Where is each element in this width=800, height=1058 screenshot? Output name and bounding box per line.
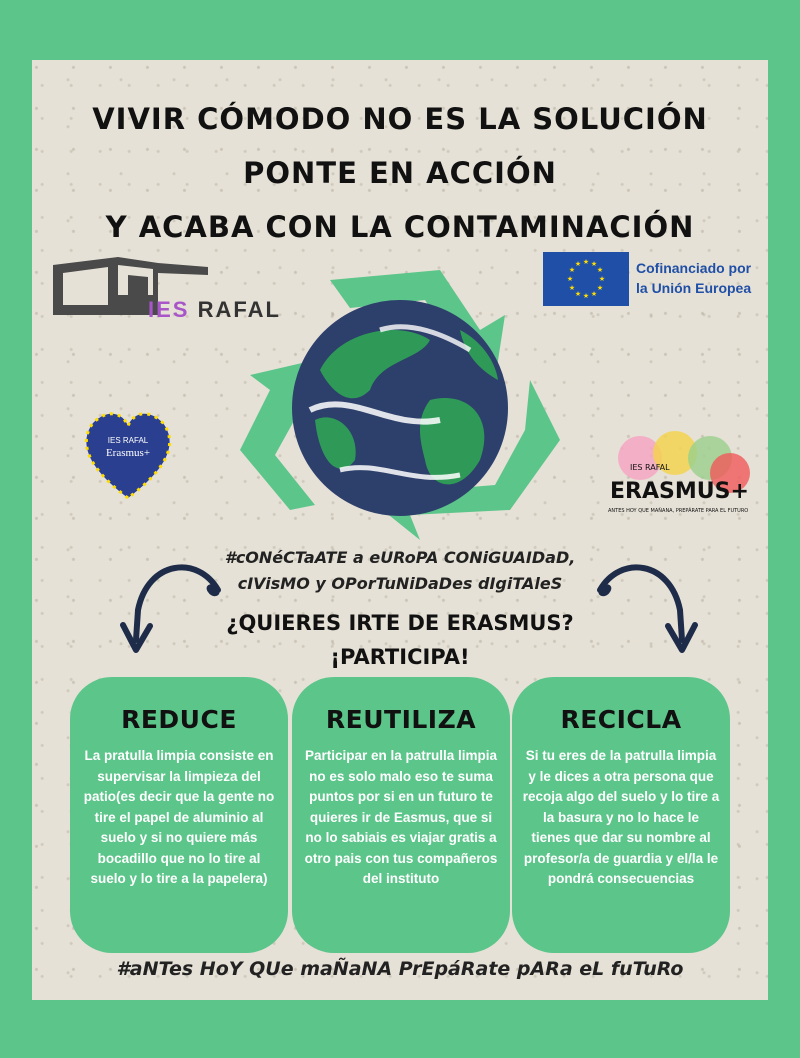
footer-hashtag: #aNTes HoY QUe maÑaNA PrEpáRate pARa eL fuTuRo [116,958,684,980]
ies-label-part1: IES [148,297,190,322]
card-reduce-text: La pratulla limpia consiste en supervisar la limpieza del patio(es decir que la gente no tire el papel de aluminio al suelo y si no quiere más bocadillo que no lo tire al suelo y lo tire a la papelera) [83,748,275,886]
erasmus-question [160,606,640,674]
svg-text:★: ★ [590,260,598,268]
svg-text:★: ★ [582,292,590,300]
right-badge-name: ERASMUS+ [610,479,749,504]
svg-text:★: ★ [568,266,576,274]
eu-cofinanced-text [636,258,751,298]
question-line-1: ¿QUIERES IRTE DE ERASMUS? [226,611,574,635]
title-line-2: PONTE EN ACCIÓN [243,156,557,190]
card-reutiliza-text: Participar en la patrulla limpia no es solo malo eso te suma puntos por si en un futuro te quieres ir de Easmus, que si no lo sabiais es viajar gratis a otro pais con tus compañeros del instituto [304,748,498,886]
hashtag-line-1: #cONéCTaATE a eURoPA CONiGUAIDaD, [224,548,576,567]
card-reutiliza [292,677,510,953]
svg-text:★: ★ [566,275,574,283]
eu-text-line-2: la Unión Europea [636,280,752,296]
svg-text:★: ★ [574,290,582,298]
left-badge-school: IES RAFAL [107,436,149,445]
svg-text:★: ★ [598,275,606,283]
card-recicla-text: Si tu eres de la patrulla limpia y le dices a otra persona que recoja algo del suelo y lo tire a la basura y no lo hace le tienes que dar su nombre al profesor/a de guardia y el/la le pondrá consecuencias [522,748,720,886]
hashtag-europe [200,545,600,597]
eu-text-line-1: Cofinanciado por [636,260,752,276]
right-badge-motto: ANTES HOY QUE MAÑANA, PREPÁRATE PARA EL FUTURO [608,508,749,514]
earth-globe-icon [292,300,508,516]
question-line-2: ¡PARTICIPA! [330,645,470,669]
title-line-3: Y ACABA CON LA CONTAMINACIÓN [105,210,695,244]
card-reutiliza-title: REUTILIZA [325,705,477,734]
poster-title [0,92,800,254]
card-reduce-title: REDUCE [121,705,237,734]
erasmus-colorful-badge-right [600,428,760,528]
svg-text:★: ★ [574,260,582,268]
svg-text:★: ★ [582,258,590,266]
svg-text:★: ★ [590,290,598,298]
svg-text:★: ★ [596,284,604,292]
card-recicla [512,677,730,953]
recycle-globe-illustration [230,260,570,560]
svg-text:★: ★ [568,284,576,292]
svg-text:★: ★ [596,266,604,274]
ies-label-part2: RAFAL [197,297,281,322]
hashtag-line-2: cIVisMO y OPorTuNiDaDes dIgiTAleS [237,574,563,593]
erasmus-heart-badge-left [78,388,178,508]
title-line-1: VIVIR CÓMODO NO ES LA SOLUCIÓN [92,102,708,136]
right-badge-school: IES RAFAL [630,463,670,472]
left-badge-name: Erasmus+ [105,447,151,459]
card-recicla-title: RECICLA [560,705,682,734]
card-reduce [70,677,288,953]
